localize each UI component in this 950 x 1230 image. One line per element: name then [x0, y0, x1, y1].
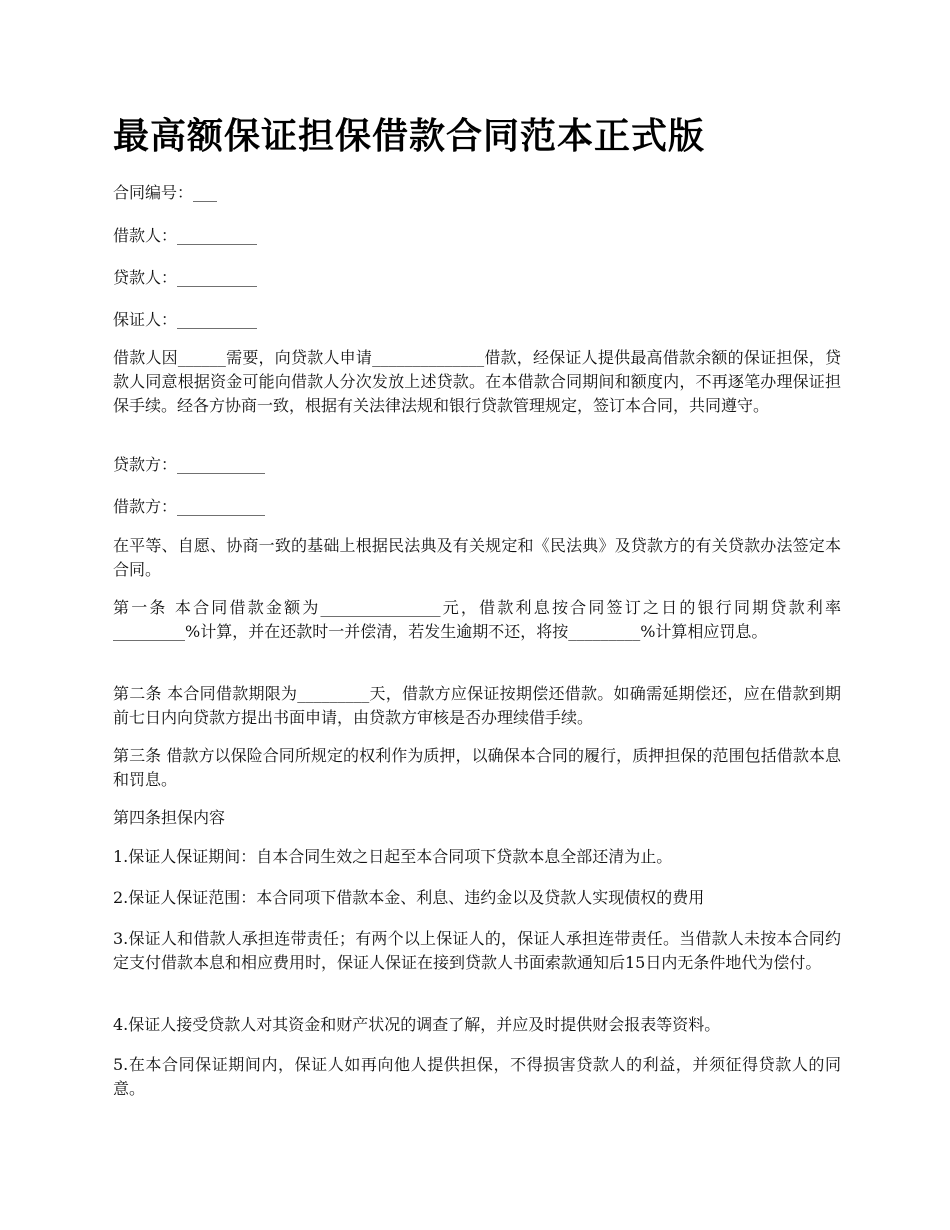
clause-5: 5.在本合同保证期间内，保证人如再向他人提供担保，不得损害贷款人的利益，并须征得贷款人的同意。: [113, 1055, 841, 1098]
article-4-heading: 第四条担保内容: [113, 808, 226, 827]
article-3: 第三条 借款方以保险合同所规定的权利作为质押，以确保本合同的履行，质押担保的范围包括借款本息和罚息。: [113, 746, 841, 789]
contract-number-line: 合同编号：___: [113, 183, 218, 202]
clause-4: 4.保证人接受贷款人对其资金和财产状况的调查了解，并应及时提供财会报表等资料。: [113, 1015, 721, 1034]
guarantor-line: 保证人：__________: [113, 310, 258, 329]
borrower-line: 借款人：__________: [113, 226, 258, 245]
article-1: 第一条 本合同借款金额为_______________元，借款利息按合同签订之日的银行同期贷款利率_________%计算，并在还款时一并偿清，若发生逾期不还，将按_________%计算相应罚息。: [113, 598, 841, 641]
article-2: 第二条 本合同借款期限为_________天，借款方应保证按期偿还借款。如确需延期偿还，应在借款到期前七日内向贷款方提出书面申请，由贷款方审核是否办理续借手续。: [113, 684, 841, 727]
document-title: 最高额保证担保借款合同范本正式版: [113, 116, 706, 157]
preamble-paragraph: 借款人因______需要，向贷款人申请______________借款，经保证人提供最高借款余额的保证担保，贷款人同意根据资金可能向借款人分次发放上述贷款。在本借款合同期间和额度内，不再逐笔办理保证担保手续。经各方协商一致，根据有关法律法规和银行贷款管理规定，签订本合同，共同遵守。: [113, 348, 841, 415]
clause-1: 1.保证人保证期间：自本合同生效之日起至本合同项下贷款本息全部还清为止。: [113, 847, 673, 866]
lender-line: 贷款人：__________: [113, 268, 258, 287]
basis-paragraph: 在平等、自愿、协商一致的基础上根据民法典及有关规定和《民法典》及贷款方的有关贷款办法签定本合同。: [113, 536, 841, 579]
borrower-party-line: 借款方：___________: [113, 497, 266, 516]
lender-party-line: 贷款方：___________: [113, 455, 266, 474]
clause-3: 3.保证人和借款人承担连带责任；有两个以上保证人的，保证人承担连带责任。当借款人未按本合同约定支付借款本息和相应费用时，保证人保证在接到贷款人书面索款通知后15日内无条件地代为偿付。: [113, 929, 841, 972]
clause-2: 2.保证人保证范围：本合同项下借款本金、利息、违约金以及贷款人实现债权的费用: [113, 888, 705, 907]
